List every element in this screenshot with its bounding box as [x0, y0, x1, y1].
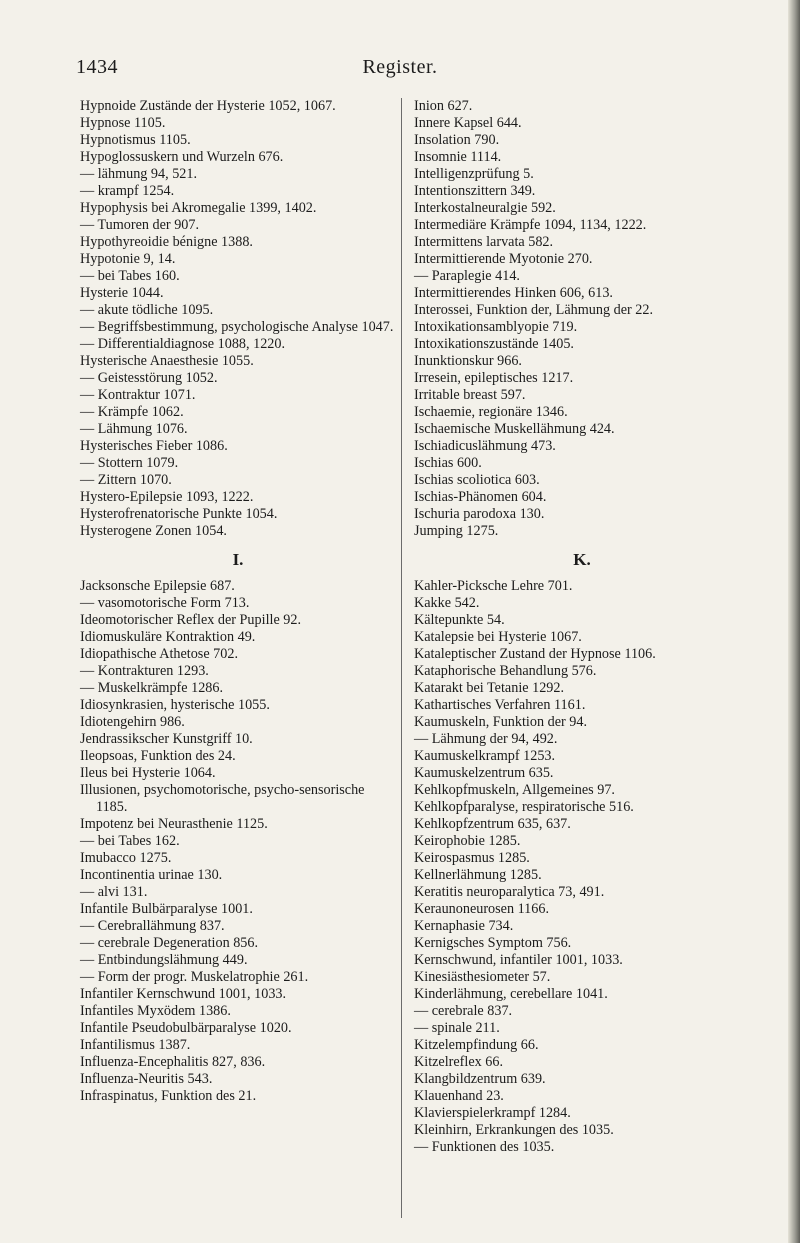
index-entry: Hypotonie 9, 14. [80, 251, 176, 267]
index-entry: — Kontraktur 1071. [80, 387, 196, 403]
index-entry: Illusionen, psychomotorische, psycho-sensorische 1185. [80, 782, 365, 815]
index-entry: Insolation 790. [414, 132, 500, 148]
index-entry: Keirophobie 1285. [414, 833, 521, 849]
index-entry: Kernschwund, infantiler 1001, 1033. [414, 952, 623, 968]
index-entry: Kaumuskeln, Funktion der 94. [414, 714, 587, 730]
index-entry: Kinderlähmung, cerebellare 1041. [414, 986, 608, 1002]
index-entry: Jendrassikscher Kunstgriff 10. [80, 731, 253, 747]
index-entry: Interossei, Funktion der, Lähmung der 22. [414, 302, 653, 318]
index-entry: Katalepsie bei Hysterie 1067. [414, 629, 582, 645]
index-entry: Hypoglossuskern und Wurzeln 676. [80, 149, 284, 165]
index-entry: Intelligenzprüfung 5. [414, 166, 534, 182]
index-entry: Infantilismus 1387. [80, 1037, 191, 1053]
index-entry: — akute tödliche 1095. [80, 302, 214, 318]
index-entry: Idiotengehirn 986. [80, 714, 185, 730]
index-entry: Ischias-Phänomen 604. [414, 489, 547, 505]
index-entry: Intermittierendes Hinken 606, 613. [414, 285, 613, 301]
index-entry: Ischias scoliotica 603. [414, 472, 540, 488]
index-entry: Hypnose 1105. [80, 115, 166, 131]
index-entry: Influenza-Encephalitis 827, 836. [80, 1054, 266, 1070]
index-entry: Intermediäre Krämpfe 1094, 1134, 1222. [414, 217, 647, 233]
index-entry: Ideomotorischer Reflex der Pupille 92. [80, 612, 302, 628]
index-entry: Inunktionskur 966. [414, 353, 522, 369]
index-entry: Kaumuskelkrampf 1253. [414, 748, 556, 764]
index-entry: — Tumoren der 907. [80, 217, 200, 233]
index-entry: Imubacco 1275. [80, 850, 172, 866]
index-entry: — cerebrale Degeneration 856. [80, 935, 259, 951]
index-entry: Hypophysis bei Akromegalie 1399, 1402. [80, 200, 317, 216]
index-entry: Kleinhirn, Erkrankungen des 1035. [414, 1122, 614, 1138]
index-entry: Idiosynkrasien, hysterische 1055. [80, 697, 270, 713]
index-entry: Hysterische Anaesthesie 1055. [80, 353, 254, 369]
index-entry: — Geistesstörung 1052. [80, 370, 218, 386]
index-entry: Keirospasmus 1285. [414, 850, 530, 866]
page-edge-shadow [788, 0, 800, 1243]
index-entry: — bei Tabes 162. [80, 833, 180, 849]
index-entry: Kinesiästhesiometer 57. [414, 969, 551, 985]
index-entry: Keratitis neuroparalytica 73, 491. [414, 884, 605, 900]
index-entry: Hysterisches Fieber 1086. [80, 438, 228, 454]
index-entry: Kehlkopfzentrum 635, 637. [414, 816, 571, 832]
index-entry: Kitzelempfindung 66. [414, 1037, 539, 1053]
index-entry: Idiopathische Athetose 702. [80, 646, 239, 662]
index-entry: Ileus bei Hysterie 1064. [80, 765, 216, 781]
index-entry: Hysterofrenatorische Punkte 1054. [80, 506, 278, 522]
index-entry: Inion 627. [414, 98, 473, 114]
index-entry: Hypnotismus 1105. [80, 132, 191, 148]
index-column-left [80, 98, 396, 1105]
index-entry: — krampf 1254. [80, 183, 175, 199]
index-entry: Kehlkopfparalyse, respiratorische 516. [414, 799, 634, 815]
index-entry: Ileopsoas, Funktion des 24. [80, 748, 236, 764]
index-entry: — Muskelkrämpfe 1286. [80, 680, 224, 696]
index-entry: Jumping 1275. [414, 523, 499, 539]
index-entry: Kahler-Picksche Lehre 701. [414, 578, 573, 594]
index-entry: Kataleptischer Zustand der Hypnose 1106. [414, 646, 656, 662]
index-entry: Infantile Bulbärparalyse 1001. [80, 901, 253, 917]
index-entry: Kehlkopfmuskeln, Allgemeines 97. [414, 782, 615, 798]
index-entry: — vasomotorische Form 713. [80, 595, 250, 611]
index-entry: — spinale 211. [414, 1020, 500, 1036]
index-entry: Ischuria parodoxa 130. [414, 506, 545, 522]
index-entry: — Differentialdiagnose 1088, 1220. [80, 336, 286, 352]
index-entry: Irritable breast 597. [414, 387, 526, 403]
index-entry: Keraunoneurosen 1166. [414, 901, 550, 917]
index-entry: Kernigsches Symptom 756. [414, 935, 572, 951]
index-entry: Jacksonsche Epilepsie 687. [80, 578, 235, 594]
index-entry: Hypnoide Zustände der Hysterie 1052, 1067. [80, 98, 336, 114]
index-entry: Impotenz bei Neurasthenie 1125. [80, 816, 268, 832]
index-entry: Infantile Pseudobulbärparalyse 1020. [80, 1020, 292, 1036]
index-entry: Hysterie 1044. [80, 285, 164, 301]
index-entry: — Entbindungslähmung 449. [80, 952, 248, 968]
index-entry: Hysterogene Zonen 1054. [80, 523, 227, 539]
index-entry: Intermittens larvata 582. [414, 234, 554, 250]
section-letter-heading: I. [232, 550, 244, 569]
index-entry: — cerebrale 837. [414, 1003, 513, 1019]
index-entry: Infantiles Myxödem 1386. [80, 1003, 231, 1019]
page-header [0, 0, 800, 90]
index-entry: Kataphorische Behandlung 576. [414, 663, 597, 679]
index-entry: Ischias 600. [414, 455, 482, 471]
index-entry: Kellnerlähmung 1285. [414, 867, 542, 883]
index-column-right [414, 98, 750, 1156]
index-entry: — Form der progr. Muskelatrophie 261. [80, 969, 309, 985]
index-entry: Intentionszittern 349. [414, 183, 536, 199]
index-entry: Kitzelreflex 66. [414, 1054, 504, 1070]
index-entry: Ischaemie, regionäre 1346. [414, 404, 568, 420]
index-entry: Ischiadicuslähmung 473. [414, 438, 556, 454]
index-entry: Kathartisches Verfahren 1161. [414, 697, 586, 713]
running-title: Register. [362, 56, 438, 78]
index-entry: — alvi 131. [80, 884, 148, 900]
column-divider [401, 98, 402, 1218]
index-entry: Kernaphasie 734. [414, 918, 514, 934]
index-entry: Klavierspielerkrampf 1284. [414, 1105, 571, 1121]
index-entry: — Lähmung der 94, 492. [414, 731, 558, 747]
index-entry: Hypothyreoidie bénigne 1388. [80, 234, 253, 250]
index-entry: Kakke 542. [414, 595, 480, 611]
page-number: 1434 [76, 56, 118, 78]
index-entry: Idiomuskuläre Kontraktion 49. [80, 629, 256, 645]
section-letter-heading: K. [573, 550, 591, 569]
index-entry: Interkostalneuralgie 592. [414, 200, 556, 216]
index-entry: — Zittern 1070. [80, 472, 172, 488]
index-entry: — Krämpfe 1062. [80, 404, 184, 420]
index-entry: — Cerebrallähmung 837. [80, 918, 225, 934]
index-entry: — bei Tabes 160. [80, 268, 180, 284]
index-entry: Katarakt bei Tetanie 1292. [414, 680, 565, 696]
index-entry: Klauenhand 23. [414, 1088, 504, 1104]
index-entry: Influenza-Neuritis 543. [80, 1071, 213, 1087]
index-entry: Infraspinatus, Funktion des 21. [80, 1088, 257, 1104]
index-entry: — lähmung 94, 521. [80, 166, 198, 182]
index-entry: — Begriffsbestimmung, psychologische Analyse 1047. [80, 319, 394, 335]
index-entry: Irresein, epileptisches 1217. [414, 370, 574, 386]
index-entry: — Kontrakturen 1293. [80, 663, 209, 679]
index-entry: Intoxikationsamblyopie 719. [414, 319, 578, 335]
index-entry: Hystero-Epilepsie 1093, 1222. [80, 489, 254, 505]
index-entry: Kältepunkte 54. [414, 612, 505, 628]
index-entry: Intoxikationszustände 1405. [414, 336, 574, 352]
index-entry: — Stottern 1079. [80, 455, 179, 471]
index-entry: Insomnie 1114. [414, 149, 502, 165]
index-entry: Infantiler Kernschwund 1001, 1033. [80, 986, 287, 1002]
index-entry: Klangbildzentrum 639. [414, 1071, 546, 1087]
index-entry: — Paraplegie 414. [414, 268, 520, 284]
index-entry: Ischaemische Muskellähmung 424. [414, 421, 615, 437]
index-entry: Innere Kapsel 644. [414, 115, 522, 131]
index-entry: Intermittierende Myotonie 270. [414, 251, 593, 267]
index-entry: Incontinentia urinae 130. [80, 867, 223, 883]
index-entry: — Lähmung 1076. [80, 421, 188, 437]
index-entry: — Funktionen des 1035. [414, 1139, 555, 1155]
index-entry: Kaumuskelzentrum 635. [414, 765, 554, 781]
